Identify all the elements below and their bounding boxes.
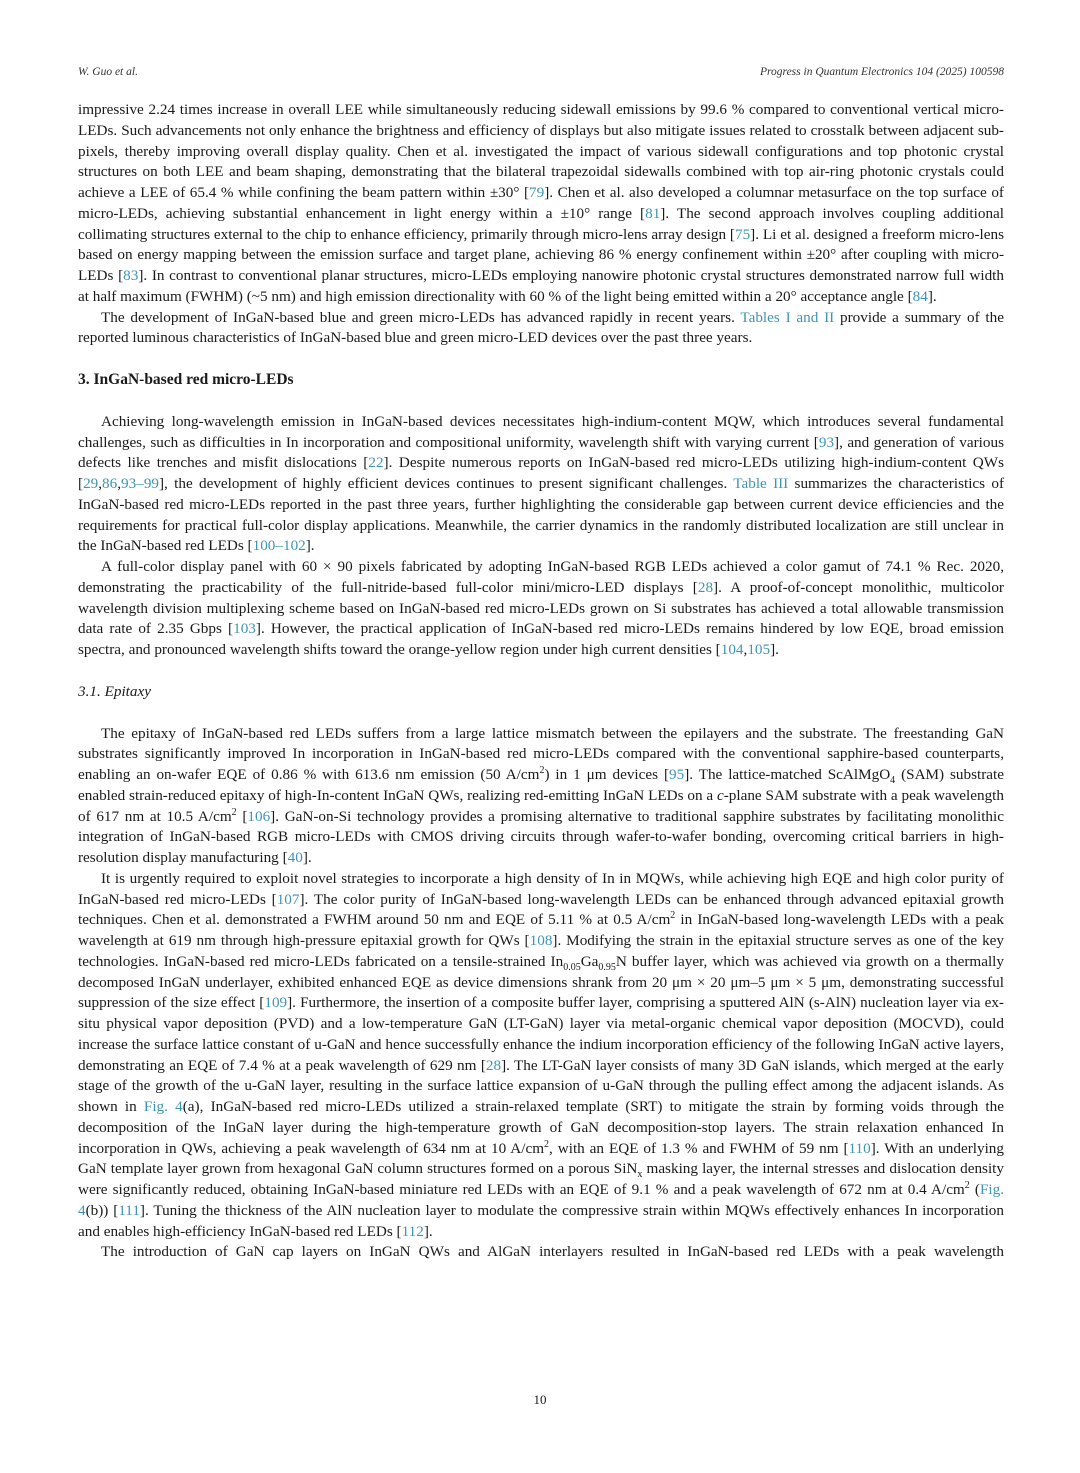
citation-link[interactable]: Table III xyxy=(733,475,789,492)
text-run: summarizes the characteristics of InGaN-based red micro-LEDs reported in the past three years, further highlighting the considerable gap between current device efficiencies and the requirements for practical full-color display applications. Meanwhile, the carrier dynamics in the randomly distributed localization are still unclear in the InGaN-based red LEDs [ xyxy=(78,475,1005,555)
text-run: N buffer layer, which was achieved via growth on a thermally decomposed InGaN underlayer, exhibited enhanced EQE as device dimensions shrank from 20 μm × 20 μm–5 μm × 5 μm, demonstrating successful suppression of the size effect [ xyxy=(78,952,1004,1012)
text-run: impressive 2.24 times increase in overall LEE while simultaneously reducing sidewall emissions by 99.6 % compared to conventional vertical micro-LEDs. Such advancements not only enhance the brightness and efficiency of displays but also mitigate issues related to crosstalk between adjacent sub-pixels, thereby improving overall display quality. Chen et al. investigated the impact of various sidewall configurations and top photonic crystal structures on both LEE and beam shaping, demonstrating that the bilateral trapezoidal sidewalls combined with top air-ring photonic crystals could achieve a LEE of 65.4 % while confining the beam pattern within ±30° [ xyxy=(78,101,1004,201)
text-run: , with an EQE of 1.3 % and FWHM of 59 nm [ xyxy=(549,1139,849,1157)
text-run: -plane SAM substrate with a peak wavelength of 617 nm at 10.5 A/cm xyxy=(78,786,1004,825)
citation-link[interactable]: 29 xyxy=(83,475,99,492)
citation-link[interactable]: 111 xyxy=(118,1201,140,1219)
citation-link[interactable]: 28 xyxy=(485,1056,502,1074)
text-run: ]. However, the practical application of InGaN-based red micro-LEDs remains hindered by low EQE, broad emission spectra, and pronounced wavelength shifts toward the orange-yellow region under high current densities [ xyxy=(78,620,1004,658)
paragraph xyxy=(78,308,1004,350)
text-run: ]. Furthermore, the insertion of a composite buffer layer, comprising a sputtered AlN (s-AlN) nucleation layer via ex-situ physical vapor deposition (PVD) and a low-temperature GaN (LT-GaN) layer via metal-organic chemical vapor deposition (MOCVD), could increase the surface lattice constant of u-GaN and hence successfully enhance the indium incorporation efficiency of the following InGaN active layers, demonstrating an EQE of 7.4 % at a peak wavelength of 629 nm [ xyxy=(78,994,1004,1074)
superscript: 2 xyxy=(964,1179,970,1191)
citation-link[interactable]: 108 xyxy=(529,932,553,949)
text-run: Ga xyxy=(580,952,599,970)
superscript: 2 xyxy=(670,910,676,922)
paragraph xyxy=(78,724,1004,869)
spacer xyxy=(78,703,1004,724)
superscript: 2 xyxy=(544,1138,550,1150)
text-run: ]. The color purity of InGaN-based long-wavelength LEDs can be enhanced through advanced epitaxial growth techniques. Chen et al. demonstrated a FWHM around 50 nm and EQE of 5.11 % at 0.5 A/cm xyxy=(78,890,1004,929)
text-run: ( xyxy=(969,1181,980,1198)
paragraph xyxy=(78,412,1004,557)
text-run: ]. xyxy=(302,849,312,866)
subscript: 4 xyxy=(890,775,896,787)
citation-link[interactable]: Fig. 4 xyxy=(143,1098,183,1115)
text-run: provide a summary of the reported luminous characteristics of InGaN-based blue and green micro-LED devices over the past three years. xyxy=(78,308,1004,347)
text-run: , xyxy=(117,475,122,492)
citation-link[interactable]: Fig. 4 xyxy=(78,1181,1004,1219)
text-run: ]. GaN-on-Si technology provides a promising alternative to traditional sapphire substrates by facilitating monolithic integration of InGaN-based RGB micro-LEDs with CMOS driving circuits through wafer-to-wafer bonding, overcoming critical barriers in high-resolution display manufacturing [ xyxy=(78,807,1004,866)
section-heading: 3. InGaN-based red micro-LEDs xyxy=(78,371,294,388)
text-run: ]. Modifying the strain in the epitaxial structure serves as one of the key technologies. InGaN-based red micro-LEDs fabricated on a tensile-strained In xyxy=(78,932,1005,970)
citation-link[interactable]: 93–99 xyxy=(121,475,159,492)
text-run: [ xyxy=(236,807,248,825)
citation-link[interactable]: 112 xyxy=(401,1222,424,1240)
text-run: ]. xyxy=(423,1222,433,1240)
running-head xyxy=(78,66,1004,84)
citation-link[interactable]: 28 xyxy=(697,578,714,596)
citation-link[interactable]: 22 xyxy=(368,454,384,472)
superscript: 2 xyxy=(539,764,545,776)
text-run: It is urgently required to exploit novel strategies to incorporate a high density of In in MQWs, while achieving high EQE and high color purity of InGaN-based red micro-LEDs [ xyxy=(78,869,1004,908)
citation-link[interactable]: 109 xyxy=(264,994,288,1012)
subscript: 0.95 xyxy=(598,961,616,973)
citation-link[interactable]: Tables I and II xyxy=(740,308,835,326)
text-run: ]. The LT-GaN layer consists of many 3D GaN islands, which merged at the early stage of the growth of the u-GaN layer, resulting in the surface lattice expansion of u-GaN through the pulling effect among the adjacent islands. As shown in xyxy=(78,1056,1004,1115)
text-run: ]. In contrast to conventional planar structures, micro-LEDs employing nanowire photonic crystal structures demonstrated narrow full width at half maximum (FWHM) (~5 nm) and high emission directionality with 60 % of the light being emitted within a 20° acceptance angle [ xyxy=(78,267,1004,305)
text-run: ]. Tuning the thickness of the AlN nucleation layer to modulate the compressive strain within MQWs effectively enhances In incorporation and enables high-efficiency InGaN-based red LEDs [ xyxy=(78,1201,1004,1240)
text-run: ]. The lattice-matched ScAlMgO xyxy=(684,766,891,783)
text-run: ], and generation of various defects like trenches and misfit dislocations [ xyxy=(78,433,1004,472)
text-run: A full-color display panel with 60 × 90 pixels fabricated by adopting InGaN-based RGB LEDs achieved a color gamut of 74.1 % Rec. 2020, demonstrating the practicability of the full-nitride-based full-color mini/micro-LED displays [ xyxy=(78,558,1004,596)
text-run: masking layer, the internal stresses and dislocation density were significantly reduced, obtaining InGaN-based miniature red LEDs with an EQE of 9.1 % and a peak wavelength of 672 nm at 0.4 A/cm xyxy=(78,1160,1004,1198)
page-number: 10 xyxy=(533,1392,547,1407)
paragraph xyxy=(78,557,1004,661)
spacer xyxy=(78,349,1004,370)
citation-link[interactable]: 104 xyxy=(720,641,744,658)
italic-text: c xyxy=(716,786,724,804)
text-run: The development of InGaN-based blue and green micro-LEDs has advanced rapidly in recent years. xyxy=(101,308,741,326)
citation-link[interactable]: 86 xyxy=(102,475,118,492)
text-run: ]. xyxy=(305,537,315,555)
paragraph xyxy=(78,869,1004,1243)
running-head-authors: W. Guo et al. xyxy=(78,66,138,78)
text-run: ]. Chen et al. also developed a columnar metasurface on the top surface of micro-LEDs, achieving substantial enhancement in light energy within a ±10° range [ xyxy=(78,184,1004,222)
paragraph xyxy=(78,100,1004,308)
citation-link[interactable]: 105 xyxy=(747,641,771,658)
text-run: in InGaN-based long-wavelength LEDs with a peak wavelength at 619 nm through high-pressure epitaxial growth for QWs [ xyxy=(78,911,1004,949)
citation-link[interactable]: 84 xyxy=(912,287,928,305)
text-run: ]. xyxy=(770,641,779,658)
citation-link[interactable]: 95 xyxy=(669,766,685,783)
superscript: 2 xyxy=(231,806,237,818)
text-run: ]. Despite numerous reports on InGaN-based red micro-LEDs utilizing high-indium-content QWs [ xyxy=(78,454,1005,492)
text-run: ]. xyxy=(927,287,937,305)
text-run: (b)) [ xyxy=(85,1201,119,1219)
running-head-journal: Progress in Quantum Electronics 104 (2025) 100598 xyxy=(759,66,1004,78)
text-run: ) in 1 μm devices [ xyxy=(544,766,670,783)
citation-link[interactable]: 103 xyxy=(233,620,256,638)
text-run: (a), InGaN-based red micro-LEDs utilized a strain-relaxed template (SRT) to mitigate the strain by forming voids through the decomposition of the InGaN layer during the high-temperature growth of GaN decomposition-stop layers. The strain relaxation enhanced In incorporation in QWs, achieving a peak wavelength of 634 nm at 10 A/cm xyxy=(78,1098,1004,1157)
citation-link[interactable]: 106 xyxy=(247,807,271,825)
citation-link[interactable]: 40 xyxy=(287,849,303,866)
text-run: ]. Li et al. designed a freeform micro-lens based on energy mapping between the emission surface and target plane, achieving 86 % energy confinement within ±20° after coupling with micro-LEDs [ xyxy=(78,225,1004,284)
text-run: , xyxy=(98,475,103,492)
subsection-heading: 3.1. Epitaxy xyxy=(78,682,151,700)
text-run: ]. A proof-of-concept monolithic, multicolor wavelength division multiplexing scheme based on InGaN-based red micro-LEDs grown on Si substrates has achieved a total allowable transmission data rate of 2.35 Gbps [ xyxy=(78,578,1004,638)
text-run: (SAM) substrate enabled strain-reduced epitaxy of high-In-content InGaN QWs, realizing red-emitting InGaN LEDs on a xyxy=(78,766,1004,804)
text-run: ]. The second approach involves coupling additional collimating structures external to the chip to enhance efficiency, primarily through micro-lens array design [ xyxy=(78,204,1004,243)
text-run: , xyxy=(743,641,748,658)
paragraph xyxy=(78,1242,1004,1263)
citation-link[interactable]: 100–102 xyxy=(252,537,306,555)
citation-link[interactable]: 79 xyxy=(529,184,545,201)
subscript: 0.05 xyxy=(563,961,581,973)
citation-link[interactable]: 81 xyxy=(645,204,661,222)
spacer xyxy=(78,661,1004,682)
text-run: Achieving long-wavelength emission in InGaN-based devices necessitates high-indium-content MQW, which introduces several fundamental challenges, such as difficulties in In incorporation and compositional uniformity, wavelength shift with varying current [ xyxy=(78,412,1004,451)
subscript: x xyxy=(637,1169,643,1181)
text-run: ]. With an underlying GaN template layer grown from hexagonal GaN column structures formed on a porous SiN xyxy=(78,1139,1004,1178)
citation-link[interactable]: 93 xyxy=(818,433,835,451)
spacer xyxy=(78,391,1004,412)
citation-link[interactable]: 110 xyxy=(848,1139,871,1157)
citation-link[interactable]: 75 xyxy=(734,225,751,243)
citation-link[interactable]: 107 xyxy=(276,890,300,908)
text-run: The epitaxy of InGaN-based red LEDs suffers from a large lattice mismatch between the epilayers and the substrate. The freestanding GaN substrates significantly improved In incorporation in InGaN-based red micro-LEDs compared with the conventional sapphire-based counterparts, enabling an on-wafer EQE of 0.86 % with 613.6 nm emission (50 A/cm xyxy=(78,724,1004,783)
text-run: The introduction of GaN cap layers on InGaN QWs and AlGaN interlayers resulted in InGaN-based red LEDs with a peak wavelength xyxy=(101,1243,1004,1261)
citation-link[interactable]: 83 xyxy=(123,267,139,284)
text-run: ], the development of highly efficient devices continues to present significant challenges. xyxy=(159,475,734,492)
article-body xyxy=(78,100,1004,1263)
